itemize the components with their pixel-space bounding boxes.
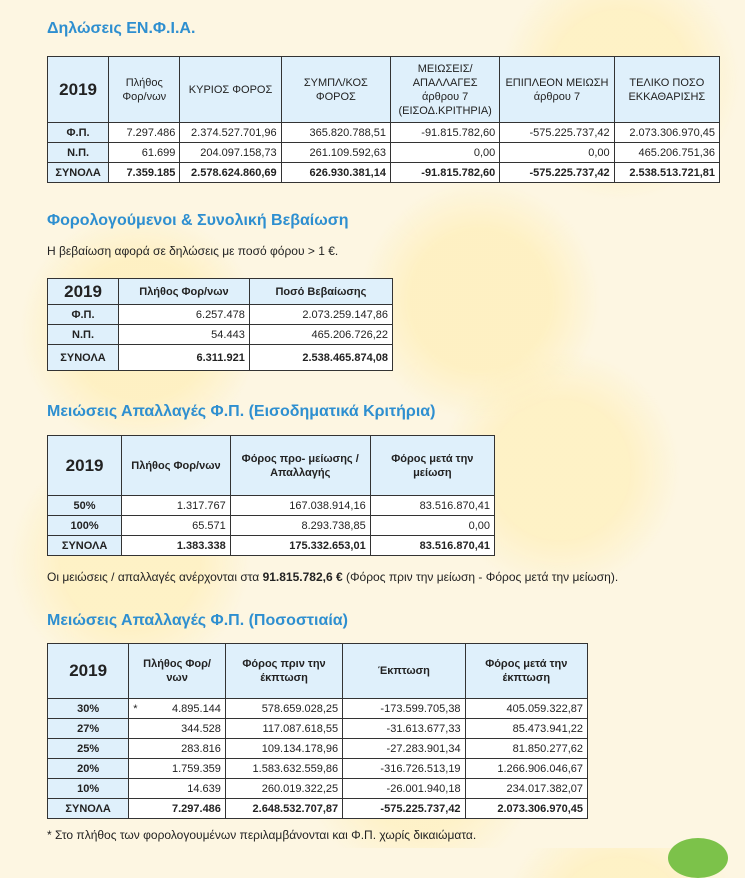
table-row — [48, 496, 495, 516]
table-cell: 465.206.751,36 — [614, 143, 719, 163]
table-cell: 61.699 — [109, 143, 180, 163]
table-cell: -26.001.940,18 — [343, 779, 465, 799]
table-cell: 0,00 — [500, 143, 614, 163]
table-cell: 2.073.259.147,86 — [249, 305, 392, 325]
table-row-total — [48, 799, 588, 819]
footnote: * Στο πλήθος των φορολογουμένων περιλαμβάνονται και Φ.Π. χωρίς δικαιώματα. — [47, 828, 477, 842]
table-cell: -91.815.782,60 — [390, 123, 499, 143]
table-row-total — [48, 345, 393, 371]
table-header-year: 2019 — [48, 279, 119, 305]
table-header: ΚΥΡΙΟΣ ΦΟΡΟΣ — [180, 57, 281, 123]
table-header: Ποσό Βεβαίωσης — [249, 279, 392, 305]
table-cell: 167.038.914,16 — [230, 496, 370, 516]
table-cell: 405.059.322,87 — [465, 699, 587, 719]
table-cell: 117.087.618,55 — [225, 719, 342, 739]
table-cell: 2.578.624.860,69 — [180, 163, 281, 183]
table-income-criteria-reductions — [47, 435, 495, 556]
table-cell: 1.383.338 — [122, 536, 231, 556]
table-cell: 578.659.028,25 — [225, 699, 342, 719]
table-cell: -575.225.737,42 — [500, 123, 614, 143]
table-cell: 6.311.921 — [119, 345, 250, 371]
table-cell: 344.528 — [129, 719, 226, 739]
table-row-total — [48, 163, 720, 183]
table-cell: -316.726.513,19 — [343, 759, 465, 779]
reductions-note-text: (Φόρος πριν την μείωση - Φόρος μετά την μείωση). — [342, 570, 619, 584]
table-cell: 2.538.513.721,81 — [614, 163, 719, 183]
table-cell: 234.017.382,07 — [465, 779, 587, 799]
table-header: Φόρος μετά την έκπτωση — [465, 644, 587, 699]
row-label: ΣΥΝΟΛΑ — [48, 799, 129, 819]
table-row — [48, 739, 588, 759]
row-label: Φ.Π. — [48, 123, 109, 143]
row-label: 25% — [48, 739, 129, 759]
table-cell: 85.473.941,22 — [465, 719, 587, 739]
table-cell: 2.073.306.970,45 — [465, 799, 587, 819]
table-header: ΜΕΙΩΣΕΙΣ/ ΑΠΑΛΛΑΓΕΣ άρθρου 7 (ΕΙΣΟΔ.ΚΡΙΤΗΡΙΑ) — [390, 57, 499, 123]
table-cell: 0,00 — [390, 143, 499, 163]
table-row — [48, 719, 588, 739]
table-cell: -173.599.705,38 — [343, 699, 465, 719]
table-cell: 6.257.478 — [119, 305, 250, 325]
table-row — [48, 516, 495, 536]
table-cell: -575.225.737,42 — [500, 163, 614, 183]
table-cell: 2.648.532.707,87 — [225, 799, 342, 819]
table-header: Πλήθος Φορ/νων — [129, 644, 226, 699]
table-cell: -27.283.901,34 — [343, 739, 465, 759]
table-cell: 83.516.870,41 — [370, 536, 494, 556]
reductions-note-text: Οι μειώσεις / απαλλαγές ανέρχονται στα — [47, 570, 263, 584]
decorative-shape — [668, 838, 728, 878]
table-header: Πλήθος Φορ/νων — [122, 436, 231, 496]
table-header: ΤΕΛΙΚΟ ΠΟΣΟ ΕΚΚΑΘΑΡΙΣΗΣ — [614, 57, 719, 123]
row-label: ΣΥΝΟΛΑ — [48, 536, 122, 556]
section-title-income-criteria: Μειώσεις Απαλλαγές Φ.Π. (Εισοδηματικά Κριτήρια) — [47, 403, 436, 420]
table-cell: 54.443 — [119, 325, 250, 345]
table-cell: 83.516.870,41 — [370, 496, 494, 516]
table-cell — [129, 699, 226, 719]
table-row — [48, 699, 588, 719]
table-cell: 109.134.178,96 — [225, 739, 342, 759]
table-cell: -91.815.782,60 — [390, 163, 499, 183]
table-header: ΣΥΜΠΛ/ΚΟΣ ΦΟΡΟΣ — [281, 57, 390, 123]
table-cell: 261.109.592,63 — [281, 143, 390, 163]
section-title-taxpayers: Φορολογούμενοι & Συνολική Βεβαίωση — [47, 212, 349, 229]
row-label: 100% — [48, 516, 122, 536]
table-header: Πλήθος Φορ/νων — [109, 57, 180, 123]
table-cell: 2.374.527.701,96 — [180, 123, 281, 143]
table-cell: 65.571 — [122, 516, 231, 536]
table-enfia-declarations — [47, 56, 720, 183]
table-cell: 365.820.788,51 — [281, 123, 390, 143]
table-header: Φόρος προ- μείωσης / Απαλλαγής — [230, 436, 370, 496]
table-cell: -31.613.677,33 — [343, 719, 465, 739]
table-cell: 81.850.277,62 — [465, 739, 587, 759]
table-cell: 1.317.767 — [122, 496, 231, 516]
table-cell: 260.019.322,25 — [225, 779, 342, 799]
table-header-year: 2019 — [48, 436, 122, 496]
table-header-year: 2019 — [48, 57, 109, 123]
table-cell: -575.225.737,42 — [343, 799, 465, 819]
row-label: ΣΥΝΟΛΑ — [48, 163, 109, 183]
row-label: Ν.Π. — [48, 325, 119, 345]
table-row — [48, 143, 720, 163]
table-header: Φόρος μετά την μείωση — [370, 436, 494, 496]
asterisk-mark: * — [133, 702, 138, 715]
section-title-percentage: Μειώσεις Απαλλαγές Φ.Π. (Ποσοστιαία) — [47, 612, 348, 629]
table-header: ΕΠΙΠΛΕΟΝ ΜΕΙΩΣΗ άρθρου 7 — [500, 57, 614, 123]
table-cell: 7.359.185 — [109, 163, 180, 183]
table-row — [48, 759, 588, 779]
table-cell: 465.206.726,22 — [249, 325, 392, 345]
table-cell: 626.930.381,14 — [281, 163, 390, 183]
table-cell: 7.297.486 — [109, 123, 180, 143]
row-label: 50% — [48, 496, 122, 516]
cell-value: 4.895.144 — [171, 702, 221, 715]
table-cell: 175.332.653,01 — [230, 536, 370, 556]
table-cell: 8.293.738,85 — [230, 516, 370, 536]
reductions-amount: 91.815.782,6 € — [262, 570, 343, 584]
table-header: Πλήθος Φορ/νων — [119, 279, 250, 305]
reductions-note — [47, 570, 618, 584]
table-cell: 283.816 — [129, 739, 226, 759]
table-row — [48, 123, 720, 143]
table-cell: 2.073.306.970,45 — [614, 123, 719, 143]
table-cell: 2.538.465.874,08 — [249, 345, 392, 371]
table-cell: 7.297.486 — [129, 799, 226, 819]
table-cell: 1.759.359 — [129, 759, 226, 779]
table-row — [48, 325, 393, 345]
table-cell: 204.097.158,73 — [180, 143, 281, 163]
table-cell: 0,00 — [370, 516, 494, 536]
table-header: Φόρος πριν την έκπτωση — [225, 644, 342, 699]
table-header-year: 2019 — [48, 644, 129, 699]
table-row — [48, 779, 588, 799]
table-cell: 1.583.632.559,86 — [225, 759, 342, 779]
table-row-total — [48, 536, 495, 556]
table-taxpayers-certification — [47, 278, 393, 371]
row-label: 20% — [48, 759, 129, 779]
row-label: ΣΥΝΟΛΑ — [48, 345, 119, 371]
section-title-enfia: Δηλώσεις ΕΝ.Φ.Ι.Α. — [47, 20, 196, 37]
table-cell: 14.639 — [129, 779, 226, 799]
row-label: 30% — [48, 699, 129, 719]
table-percentage-reductions — [47, 643, 588, 819]
row-label: Φ.Π. — [48, 305, 119, 325]
table-row — [48, 305, 393, 325]
row-label: 10% — [48, 779, 129, 799]
row-label: Ν.Π. — [48, 143, 109, 163]
row-label: 27% — [48, 719, 129, 739]
table-cell: 1.266.906.046,67 — [465, 759, 587, 779]
table-header: Έκπτωση — [343, 644, 465, 699]
certification-note: Η βεβαίωση αφορά σε δηλώσεις με ποσό φόρου > 1 €. — [47, 244, 339, 258]
